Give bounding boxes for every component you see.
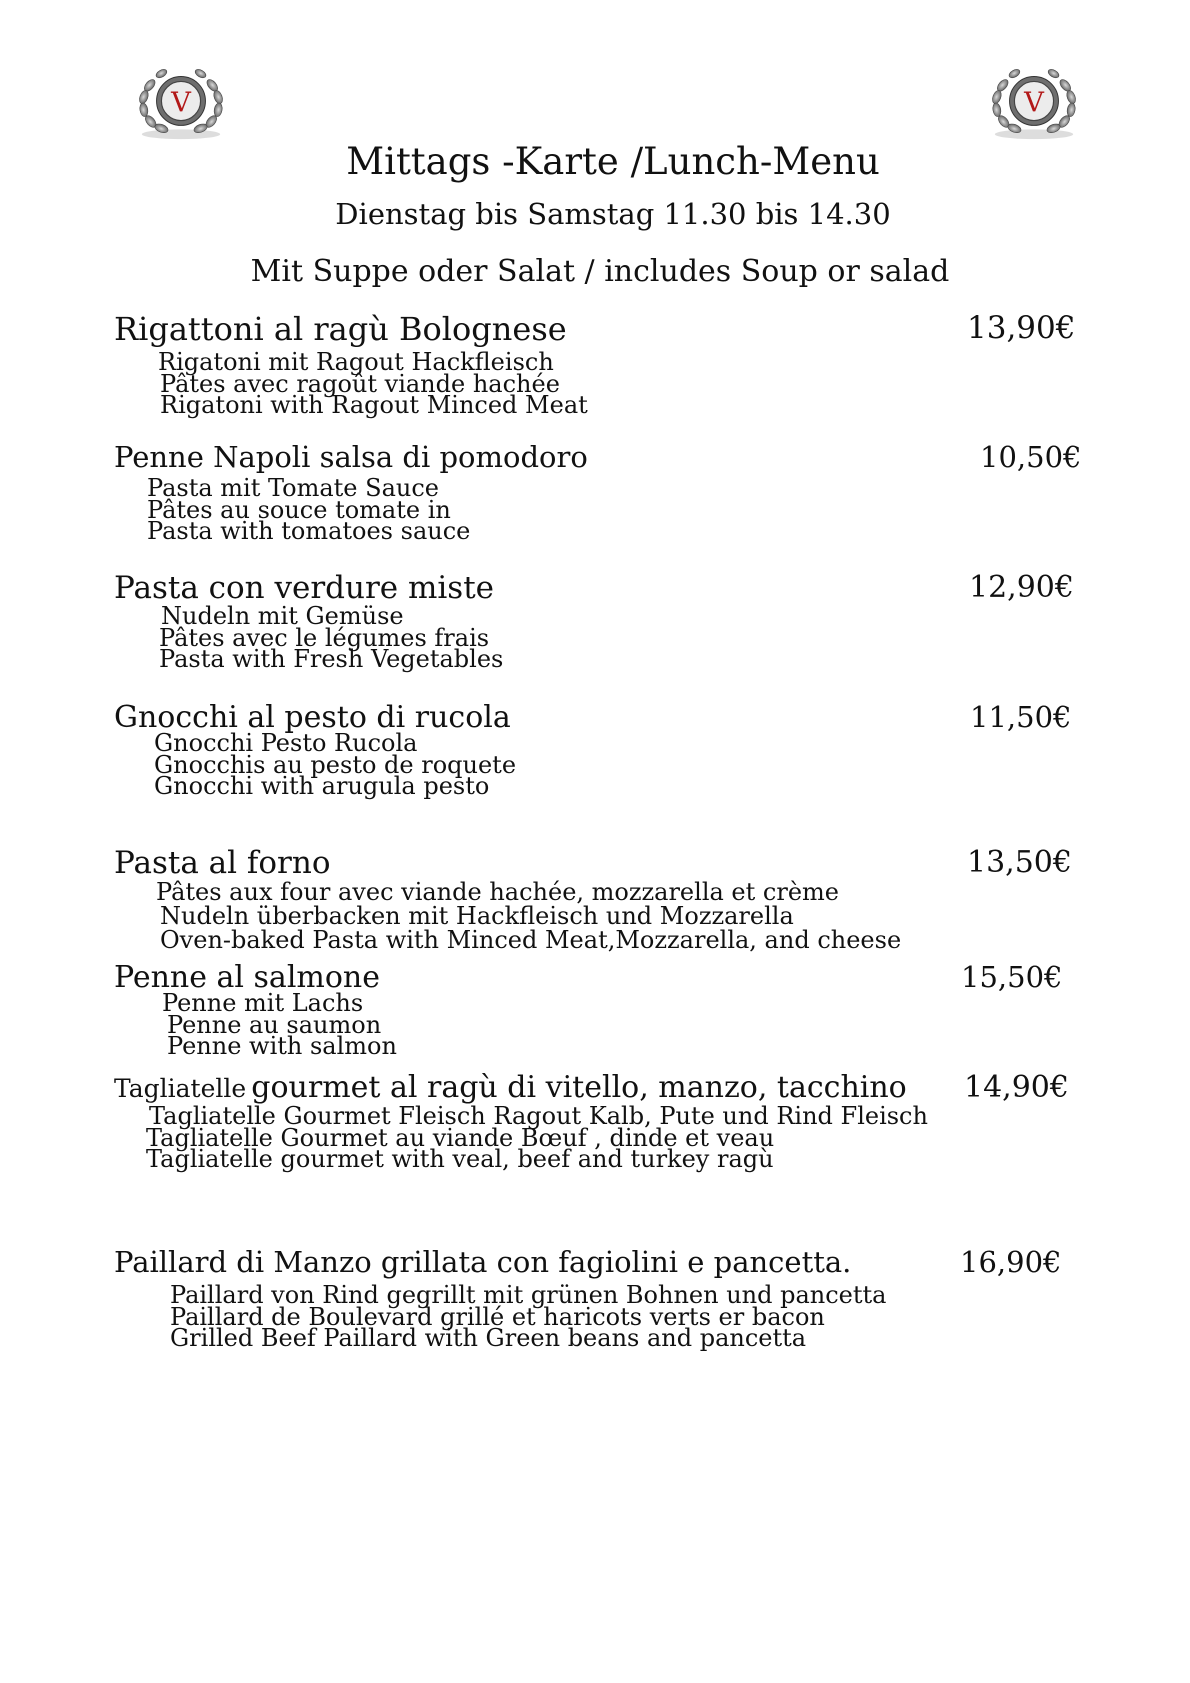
dish-name: Penne al salmone xyxy=(114,960,381,995)
dish-price: 16,90€ xyxy=(960,1245,1062,1279)
dish-name: Pasta al forno xyxy=(114,845,331,881)
dish-description: Penne mit Lachs Penne au saumon Penne with salmon xyxy=(162,989,397,1060)
dish-description: Rigatoni mit Ragout Hackfleisch Pâtes avec ragoût viande hachée Rigatoni with Ragout Minced Meat xyxy=(158,348,588,419)
dish-name: Pasta con verdure miste xyxy=(114,570,495,606)
restaurant-crest-logo xyxy=(985,56,1083,144)
dish-description: Pasta mit Tomate Sauce Pâtes au souce tomate in Pasta with tomatoes sauce xyxy=(147,474,471,545)
dish-name: Paillard di Manzo grillata con fagiolini e pancetta. xyxy=(114,1245,852,1279)
dish-price: 11,50€ xyxy=(970,700,1072,734)
dish-name: Penne Napoli salsa di pomodoro xyxy=(114,440,588,474)
menu-title: Mittags -Karte /Lunch-Menu xyxy=(346,140,880,183)
dish-price: 10,50€ xyxy=(980,440,1082,474)
dish-price: 13,90€ xyxy=(967,310,1076,346)
svg-text:V: V xyxy=(171,87,191,119)
dish-name: Rigattoni al ragù Bolognese xyxy=(114,310,567,348)
dish-price: 15,50€ xyxy=(961,960,1063,994)
dish-description: Nudeln mit Gemüse Pâtes avec le légumes frais Pasta with Fresh Vegetables xyxy=(159,602,504,673)
dish-name: Tagliatelle gourmet al ragù di vitello, manzo, tacchino xyxy=(114,1070,907,1105)
menu-includes-note: Mit Suppe oder Salat / includes Soup or salad xyxy=(250,254,950,289)
dish-description: Tagliatelle Gourmet Fleisch Ragout Kalb, Pute und Rind Fleisch Tagliatelle Gourmet au viande Bœuf , dinde et veau Tagliatelle gourmet with veal, beef and turkey ragù xyxy=(146,1102,928,1173)
opening-hours: Dienstag bis Samstag 11.30 bis 14.30 xyxy=(335,197,891,231)
dish-price: 12,90€ xyxy=(969,570,1074,605)
dish-description: Paillard von Rind gegrillt mit grünen Bohnen und pancetta Paillard de Boulevard grillé et haricots verts er bacon Grilled Beef Paillard with Green beans and pancetta xyxy=(170,1281,887,1352)
dish-name: Gnocchi al pesto di rucola xyxy=(114,700,511,735)
dish-price: 13,50€ xyxy=(967,845,1072,880)
dish-description: Gnocchi Pesto Rucola Gnocchis au pesto de roquete Gnocchi with arugula pesto xyxy=(154,729,517,800)
dish-price: 14,90€ xyxy=(964,1070,1069,1105)
restaurant-crest-logo xyxy=(132,56,230,144)
svg-text:V: V xyxy=(1024,87,1044,119)
dish-description: Pâtes aux four avec viande hachée, mozzarella et crème Nudeln überbacken mit Hackfleisch und Mozzarella Oven-baked Pasta with Minced Meat,Mozzarella, and cheese xyxy=(156,878,902,954)
